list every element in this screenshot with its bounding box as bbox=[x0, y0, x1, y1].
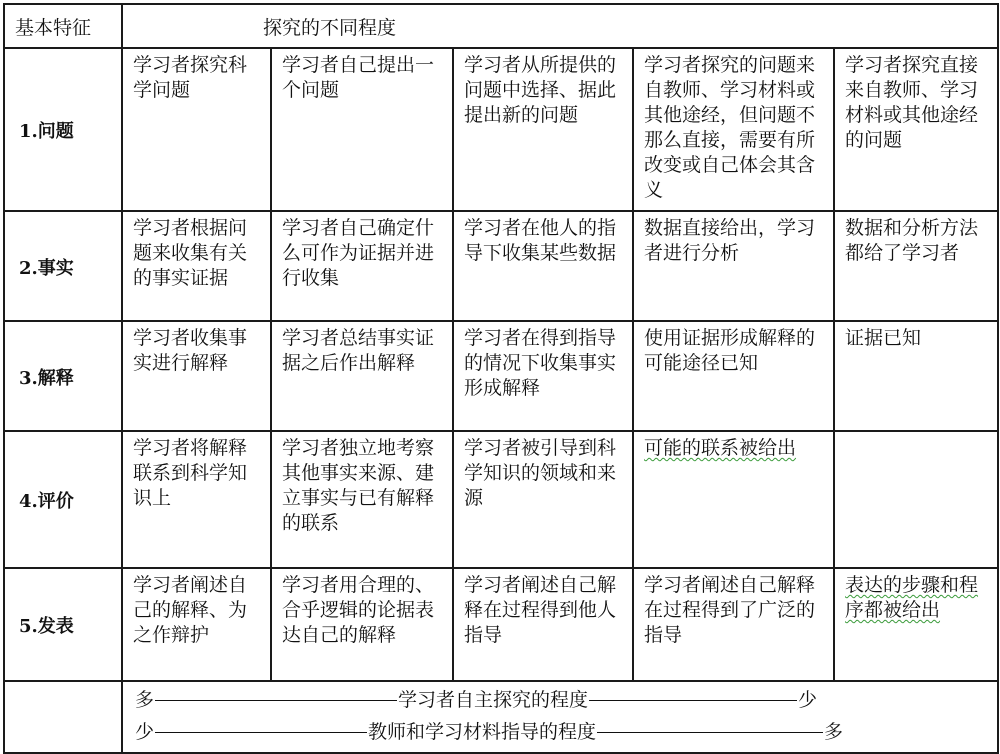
table-cell: 使用证据形成解释的可能途径已知 bbox=[633, 321, 834, 431]
arrow-line-icon bbox=[155, 700, 397, 701]
table-row-evidence bbox=[4, 211, 998, 321]
table-cell: 学习者阐述自己解释在过程得到了广泛的指导 bbox=[633, 568, 834, 681]
table-row-presentation bbox=[4, 568, 998, 681]
arrow-line-icon bbox=[597, 732, 823, 733]
table-cell: 数据直接给出，学习者进行分析 bbox=[633, 211, 834, 321]
table-cell: 学习者被引导到科学知识的领域和来源 bbox=[453, 431, 633, 568]
table-cell: 学习者探究科学问题 bbox=[122, 48, 271, 211]
table-cell: 学习者探究直接来自教师、学习材料或其他途经的问题 bbox=[834, 48, 998, 211]
table-cell-empty bbox=[834, 431, 998, 568]
table-cell: 学习者从所提供的问题中选择、据此提出新的问题 bbox=[453, 48, 633, 211]
scale-label: 学习者自主探究的程度 bbox=[398, 688, 589, 711]
header-row bbox=[4, 4, 998, 48]
feature-label: 3.解释 bbox=[4, 321, 122, 431]
table-cell: 学习者探究的问题来自教师、学习材料或其他途经，但问题不那么直接，需要有所改变或自己体会其含义 bbox=[633, 48, 834, 211]
table-cell: 学习者自己确定什么可作为证据并进行收集 bbox=[271, 211, 453, 321]
table-cell bbox=[633, 431, 834, 568]
spellcheck-marked-text: 表达的步骤和程序都被给出 bbox=[845, 574, 979, 621]
table-cell: 学习者在他人的指导下收集某些数据 bbox=[453, 211, 633, 321]
arrow-line-icon bbox=[155, 732, 367, 733]
inquiry-levels-table bbox=[3, 3, 999, 754]
spellcheck-marked-text: 可能的联系被给出 bbox=[644, 437, 797, 459]
arrow-line-icon bbox=[589, 700, 797, 701]
corner-header: 基本特征 bbox=[4, 4, 122, 48]
table-title-header: 探究的不同程度 bbox=[122, 4, 998, 48]
scale-left-label: 少 bbox=[135, 720, 155, 743]
scale-row bbox=[4, 681, 998, 753]
autonomy-scale bbox=[135, 684, 997, 716]
table-cell: 学习者阐述自己的解释、为之作辩护 bbox=[122, 568, 271, 681]
table-cell: 学习者用合理的、合乎逻辑的论据表达自己的解释 bbox=[271, 568, 453, 681]
feature-label: 2.事实 bbox=[4, 211, 122, 321]
scale-label: 教师和学习材料指导的程度 bbox=[368, 720, 597, 743]
table-cell: 学习者阐述自己解释在过程得到他人指导 bbox=[453, 568, 633, 681]
feature-label: 5.发表 bbox=[4, 568, 122, 681]
table-row-explanation bbox=[4, 321, 998, 431]
table-cell: 学习者根据问题来收集有关的事实证据 bbox=[122, 211, 271, 321]
table-cell: 数据和分析方法都给了学习者 bbox=[834, 211, 998, 321]
table-cell: 学习者独立地考察其他事实来源、建立事实与已有解释的联系 bbox=[271, 431, 453, 568]
table-cell bbox=[834, 568, 998, 681]
scale-row-label-empty bbox=[4, 681, 122, 753]
table-row-question bbox=[4, 48, 998, 211]
table-cell: 学习者在得到指导的情况下收集事实形成解释 bbox=[453, 321, 633, 431]
table-cell: 学习者自己提出一个问题 bbox=[271, 48, 453, 211]
scale-right-label: 少 bbox=[798, 688, 818, 711]
scale-left-label: 多 bbox=[135, 688, 155, 711]
guidance-scale bbox=[135, 716, 997, 748]
table-cell: 学习者收集事实进行解释 bbox=[122, 321, 271, 431]
table-row-evaluation bbox=[4, 431, 998, 568]
table-cell: 学习者总结事实证据之后作出解释 bbox=[271, 321, 453, 431]
feature-label: 4.评价 bbox=[4, 431, 122, 568]
feature-label: 1.问题 bbox=[4, 48, 122, 211]
table-cell: 学习者将解释联系到科学知识上 bbox=[122, 431, 271, 568]
table-cell: 证据已知 bbox=[834, 321, 998, 431]
scale-right-label: 多 bbox=[824, 720, 844, 743]
scale-cell bbox=[122, 681, 998, 753]
